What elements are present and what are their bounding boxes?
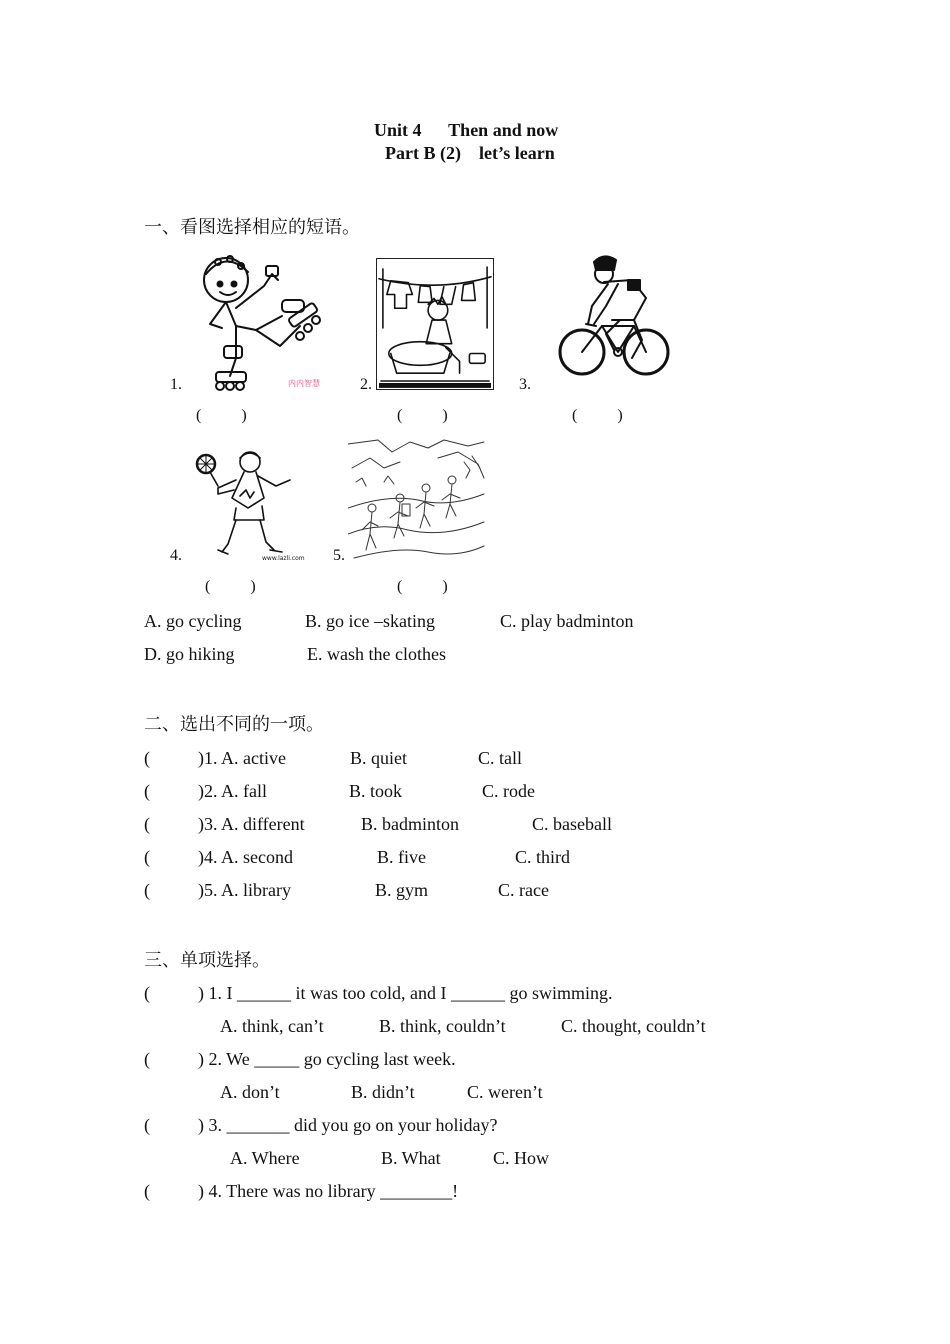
q3-2-text: ) 2. We _____ go cycling last week. xyxy=(198,1049,456,1069)
section2-heading: 二、选出不同的一项。 xyxy=(144,714,324,735)
q2-3-c: C. baseball xyxy=(532,814,612,834)
picture-number-2: 2. xyxy=(360,376,372,393)
hikers-icon xyxy=(348,438,486,562)
q3-1-paren[interactable]: ( xyxy=(144,983,150,1003)
q3-1-c: C. thought, couldn’t xyxy=(561,1016,706,1036)
answer-blank-4[interactable]: ( ) xyxy=(205,578,256,595)
option-b: B. go ice –skating xyxy=(305,611,435,631)
q3-1-text: ) 1. I ______ it was too cold, and I ______ go swimming. xyxy=(198,983,613,1003)
q2-4-b: B. five xyxy=(377,847,426,867)
roller-skating-boy-icon xyxy=(196,250,330,392)
q3-3-text: ) 3. _______ did you go on your holiday? xyxy=(198,1115,498,1135)
watermark-4: www.lazli.com xyxy=(262,555,305,562)
q2-4-a: )4. A. second xyxy=(198,847,293,867)
answer-blank-1[interactable]: ( ) xyxy=(196,407,247,424)
option-a: A. go cycling xyxy=(144,611,242,631)
q2-3-paren[interactable]: ( xyxy=(144,814,150,834)
q2-1-c: C. tall xyxy=(478,748,522,768)
washing-clothes-girl-icon xyxy=(376,258,494,390)
q3-4-text: ) 4. There was no library ________! xyxy=(198,1181,459,1201)
answer-blank-2[interactable]: ( ) xyxy=(397,407,448,424)
q3-3-b: B. What xyxy=(381,1148,441,1168)
q2-1-b: B. quiet xyxy=(350,748,407,768)
q3-3-paren[interactable]: ( xyxy=(144,1115,150,1135)
q2-5-b: B. gym xyxy=(375,880,429,900)
q2-4-paren[interactable]: ( xyxy=(144,847,150,867)
q2-3-b: B. badminton xyxy=(361,814,459,834)
q3-2-paren[interactable]: ( xyxy=(144,1049,150,1069)
part-title: Part B (2) let’s learn xyxy=(385,143,555,163)
q2-2-a: )2. A. fall xyxy=(198,781,267,801)
q2-4-c: C. third xyxy=(515,847,571,867)
picture-number-1: 1. xyxy=(170,376,182,393)
q3-2-c: C. weren’t xyxy=(467,1082,543,1102)
cyclist-icon xyxy=(558,254,670,386)
badminton-player-icon xyxy=(192,446,298,562)
q3-3-c: C. How xyxy=(493,1148,550,1168)
option-c: C. play badminton xyxy=(500,611,634,631)
q2-3-a: )3. A. different xyxy=(198,814,305,834)
option-d: D. go hiking xyxy=(144,644,235,664)
q2-5-a: )5. A. library xyxy=(198,880,291,900)
q3-2-a: A. don’t xyxy=(220,1082,280,1102)
picture-number-4: 4. xyxy=(170,547,182,564)
q2-1-paren[interactable]: ( xyxy=(144,748,150,768)
watermark-1: 内内智慧 xyxy=(288,379,320,388)
q2-5-c: C. race xyxy=(498,880,549,900)
q2-1-a: )1. A. active xyxy=(198,748,286,768)
picture-number-5: 5. xyxy=(333,547,345,564)
q3-1-a: A. think, can’t xyxy=(220,1016,324,1036)
q3-1-b: B. think, couldn’t xyxy=(379,1016,506,1036)
option-e: E. wash the clothes xyxy=(307,644,446,664)
answer-blank-3[interactable]: ( ) xyxy=(572,407,623,424)
q2-2-paren[interactable]: ( xyxy=(144,781,150,801)
section3-heading: 三、单项选择。 xyxy=(144,950,270,971)
q3-3-a: A. Where xyxy=(230,1148,300,1168)
q3-4-paren[interactable]: ( xyxy=(144,1181,150,1201)
q2-5-paren[interactable]: ( xyxy=(144,880,150,900)
section1-heading: 一、看图选择相应的短语。 xyxy=(144,217,360,238)
q2-2-b: B. took xyxy=(349,781,403,801)
q3-2-b: B. didn’t xyxy=(351,1082,415,1102)
answer-blank-5[interactable]: ( ) xyxy=(397,578,448,595)
picture-number-3: 3. xyxy=(519,376,531,393)
q2-2-c: C. rode xyxy=(482,781,535,801)
unit-title: Unit 4 Then and now xyxy=(374,120,559,140)
